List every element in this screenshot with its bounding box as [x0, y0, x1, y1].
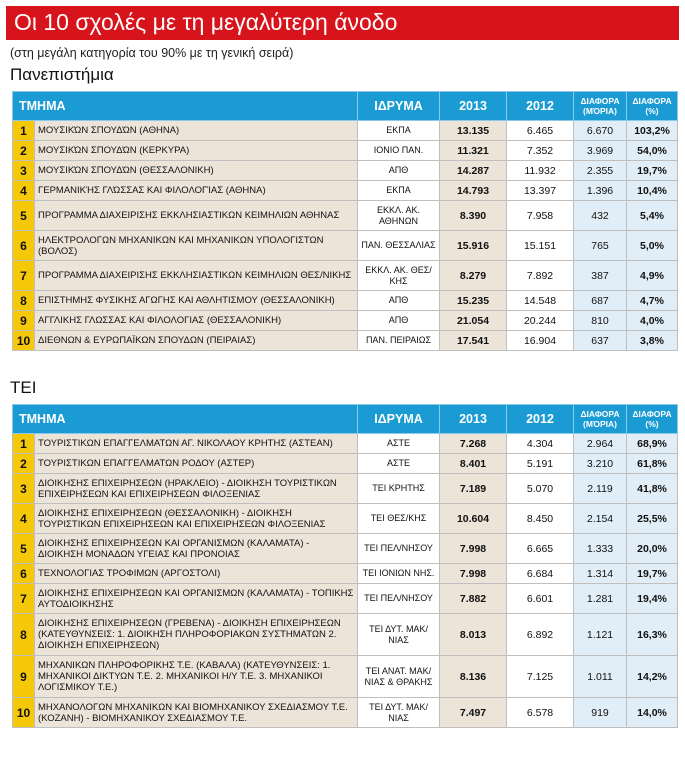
diff-points-cell: 765	[574, 231, 627, 261]
table-row	[13, 564, 678, 584]
score-2013-cell: 15.916	[440, 231, 507, 261]
section-label-tei: ΤΕΙ	[10, 378, 37, 397]
section-label-universities: Πανεπιστήμια	[10, 65, 114, 84]
universities-table	[12, 91, 678, 351]
header-diff-label: ΔΙΑΦΟΡΑ	[580, 409, 620, 419]
rank-cell: 4	[13, 181, 35, 201]
diff-percent-cell: 3,8%	[627, 331, 678, 351]
score-2013-cell: 17.541	[440, 331, 507, 351]
score-2012-cell: 7.958	[507, 201, 574, 231]
score-2013-cell: 8.279	[440, 261, 507, 291]
diff-percent-cell: 16,3%	[627, 614, 678, 656]
page-title: Οι 10 σχολές με τη μεγαλύτερη άνοδο	[14, 9, 398, 35]
header-diff-pct-unit: (%)	[645, 106, 659, 116]
diff-percent-cell: 5,4%	[627, 201, 678, 231]
rank-cell: 8	[13, 291, 35, 311]
rank-cell: 5	[13, 534, 35, 564]
department-cell: ΕΠΙΣΤΗΜΗΣ ΦΥΣΙΚΗΣ ΑΓΩΓΗΣ ΚΑΙ ΑΘΛΗΤΙΣΜΟΥ (ΘΕΣΣΑΛΟΝΙΚΗ)	[35, 291, 358, 311]
department-cell: ΤΕΧΝΟΛΟΓΙΑΣ ΤΡΟΦΙΜΩΝ (ΑΡΓΟΣΤΟΛΙ)	[35, 564, 358, 584]
institution-cell: ΤΕΙ ΔΥΤ. ΜΑΚ/ΝΙΑΣ	[358, 698, 440, 728]
department-cell: ΔΙΕΘΝΩΝ & ΕΥΡΩΠΑΪΚΩΝ ΣΠΟΥΔΩΝ (ΠΕΙΡΑΙΑΣ)	[35, 331, 358, 351]
table-row	[13, 261, 678, 291]
diff-percent-cell: 14,2%	[627, 656, 678, 698]
diff-points-cell: 919	[574, 698, 627, 728]
score-2013-cell: 8.390	[440, 201, 507, 231]
score-2013-cell: 8.013	[440, 614, 507, 656]
header-row	[13, 405, 678, 434]
diff-percent-cell: 4,9%	[627, 261, 678, 291]
diff-points-cell: 2.964	[574, 434, 627, 454]
header-dept: ΤΜΗΜΑ	[13, 405, 358, 434]
table-row	[13, 434, 678, 454]
diff-percent-cell: 10,4%	[627, 181, 678, 201]
score-2012-cell: 7.125	[507, 656, 574, 698]
diff-points-cell: 6.670	[574, 121, 627, 141]
score-2012-cell: 6.665	[507, 534, 574, 564]
table-header	[13, 405, 678, 434]
header-diff-unit: (ΜΌΡΙΑ)	[583, 419, 617, 429]
score-2012-cell: 5.191	[507, 454, 574, 474]
table-row	[13, 614, 678, 656]
department-cell: ΔΙΟΙΚΗΣΗΣ ΕΠΙΧΕΙΡΗΣΕΩΝ ΚΑΙ ΟΡΓΑΝΙΣΜΩΝ (ΚΑΛΑΜΑΤΑ) - ΔΙΟΙΚΗΣΗ ΜΟΝΑΔΩΝ ΥΓΕΙΑΣ ΚΑΙ ΠΡΟΝΟΙΑΣ	[35, 534, 358, 564]
score-2013-cell: 7.998	[440, 534, 507, 564]
score-2013-cell: 21.054	[440, 311, 507, 331]
diff-points-cell: 637	[574, 331, 627, 351]
header-dept: ΤΜΗΜΑ	[13, 92, 358, 121]
table-row	[13, 656, 678, 698]
institution-cell: ΙΟΝΙΟ ΠΑΝ.	[358, 141, 440, 161]
diff-points-cell: 810	[574, 311, 627, 331]
institution-cell: ΠΑΝ. ΘΕΣΣΑΛΙΑΣ	[358, 231, 440, 261]
department-cell: ΗΛΕΚΤΡΟΛΟΓΩΝ ΜΗΧΑΝΙΚΩΝ ΚΑΙ ΜΗΧΑΝΙΚΩΝ ΥΠΟΛΟΓΙΣΤΩΝ (ΒΟΛΟΣ)	[35, 231, 358, 261]
institution-cell: ΕΚΚΛ. ΑΚ. ΘΕΣ/ΚΗΣ	[358, 261, 440, 291]
rank-cell: 7	[13, 261, 35, 291]
department-cell: ΠΡΟΓΡΑΜΜΑ ΔΙΑΧΕΙΡΙΣΗΣ ΕΚΚΛΗΣΙΑΣΤΙΚΩΝ ΚΕΙΜΗΛΙΩΝ ΘΕΣ/ΝΙΚΗΣ	[35, 261, 358, 291]
rank-cell: 9	[13, 656, 35, 698]
institution-cell: ΑΠΘ	[358, 291, 440, 311]
diff-percent-cell: 61,8%	[627, 454, 678, 474]
institution-cell: ΑΠΘ	[358, 311, 440, 331]
rank-cell: 10	[13, 331, 35, 351]
rank-cell: 10	[13, 698, 35, 728]
score-2013-cell: 13.135	[440, 121, 507, 141]
rank-cell: 2	[13, 141, 35, 161]
diff-percent-cell: 14,0%	[627, 698, 678, 728]
department-cell: ΜΟΥΣΙΚΏΝ ΣΠΟΥΔΏΝ (ΘΕΣΣΑΛΟΝΙΚΗ)	[35, 161, 358, 181]
institution-cell: ΕΚΚΛ. ΑΚ. ΑΘΗΝΩΝ	[358, 201, 440, 231]
diff-percent-cell: 68,9%	[627, 434, 678, 454]
score-2012-cell: 6.684	[507, 564, 574, 584]
rank-cell: 3	[13, 474, 35, 504]
score-2012-cell: 15.151	[507, 231, 574, 261]
header-diff-pct-label: ΔΙΑΦΟΡΑ	[632, 96, 672, 106]
table-row	[13, 141, 678, 161]
score-2013-cell: 10.604	[440, 504, 507, 534]
department-cell: ΠΡΟΓΡΑΜΜΑ ΔΙΑΧΕΙΡΙΣΗΣ ΕΚΚΛΗΣΙΑΣΤΙΚΩΝ ΚΕΙΜΗΛΙΩΝ ΑΘΗΝΑΣ	[35, 201, 358, 231]
institution-cell: ΑΠΘ	[358, 161, 440, 181]
rank-cell: 1	[13, 434, 35, 454]
diff-points-cell: 432	[574, 201, 627, 231]
header-2012: 2012	[507, 92, 574, 121]
header-diff-unit: (ΜΌΡΙΑ)	[583, 106, 617, 116]
department-cell: ΔΙΟΙΚΗΣΗΣ ΕΠΙΧΕΙΡΗΣΕΩΝ ΚΑΙ ΟΡΓΑΝΙΣΜΩΝ (ΚΑΛΑΜΑΤΑ) - ΤΟΠΙΚΗΣ ΑΥΤΟΔΙΟΙΚΗΣΗΣ	[35, 584, 358, 614]
table-row	[13, 534, 678, 564]
department-cell: ΑΓΓΛΙΚΗΣ ΓΛΩΣΣΑΣ ΚΑΙ ΦΙΛΟΛΟΓΙΑΣ (ΘΕΣΣΑΛΟΝΙΚΗ)	[35, 311, 358, 331]
score-2013-cell: 7.189	[440, 474, 507, 504]
table-row	[13, 291, 678, 311]
score-2013-cell: 7.268	[440, 434, 507, 454]
diff-points-cell: 1.121	[574, 614, 627, 656]
table-row	[13, 584, 678, 614]
score-2012-cell: 6.465	[507, 121, 574, 141]
rank-cell: 6	[13, 231, 35, 261]
diff-percent-cell: 25,5%	[627, 504, 678, 534]
department-cell: ΤΟΥΡΙΣΤΙΚΩΝ ΕΠΑΓΓΕΛΜΑΤΩΝ ΡΟΔΟΥ (ΑΣΤΕΡ)	[35, 454, 358, 474]
header-institution: ΙΔΡΥΜΑ	[358, 405, 440, 434]
table-row	[13, 201, 678, 231]
department-cell: ΜΗΧΑΝΟΛΟΓΩΝ ΜΗΧΑΝΙΚΩΝ ΚΑΙ ΒΙΟΜΗΧΑΝΙΚΟΥ ΣΧΕΔΙΑΣΜΟΥ Τ.Ε. (ΚΟΖΑΝΗ) - ΒΙΟΜΗΧΑΝΙΚΟΥ ΣΧΕΔΙΑΣΜΟΥ Τ.Ε.	[35, 698, 358, 728]
score-2013-cell: 8.136	[440, 656, 507, 698]
institution-cell: ΤΕΙ ΠΕΛ/ΝΗΣΟΥ	[358, 534, 440, 564]
score-2013-cell: 8.401	[440, 454, 507, 474]
diff-points-cell: 2.154	[574, 504, 627, 534]
title-bar	[6, 6, 679, 40]
score-2012-cell: 4.304	[507, 434, 574, 454]
diff-points-cell: 2.355	[574, 161, 627, 181]
rank-cell: 9	[13, 311, 35, 331]
department-cell: ΔΙΟΙΚΗΣΗΣ ΕΠΙΧΕΙΡΗΣΕΩΝ (ΘΕΣΣΑΛΟΝΙΚΗ) - ΔΙΟΙΚΗΣΗ ΤΟΥΡΙΣΤΙΚΩΝ ΕΠΙΧΕΙΡΗΣΕΩΝ ΚΑΙ ΕΠΙΧΕΙΡΗΣΕΩΝ ΦΙΛΟΞΕΝΙΑΣ	[35, 504, 358, 534]
rank-cell: 3	[13, 161, 35, 181]
score-2013-cell: 14.793	[440, 181, 507, 201]
institution-cell: ΠΑΝ. ΠΕΙΡΑΙΩΣ	[358, 331, 440, 351]
score-2012-cell: 13.397	[507, 181, 574, 201]
diff-percent-cell: 4,7%	[627, 291, 678, 311]
header-2013: 2013	[440, 92, 507, 121]
table-body	[13, 434, 678, 728]
diff-percent-cell: 4,0%	[627, 311, 678, 331]
diff-points-cell: 1.314	[574, 564, 627, 584]
diff-points-cell: 1.396	[574, 181, 627, 201]
table-body	[13, 121, 678, 351]
diff-points-cell: 3.969	[574, 141, 627, 161]
table-row	[13, 121, 678, 141]
score-2013-cell: 11.321	[440, 141, 507, 161]
score-2012-cell: 6.601	[507, 584, 574, 614]
diff-percent-cell: 5,0%	[627, 231, 678, 261]
diff-percent-cell: 54,0%	[627, 141, 678, 161]
diff-percent-cell: 19,4%	[627, 584, 678, 614]
diff-points-cell: 1.281	[574, 584, 627, 614]
table-row	[13, 504, 678, 534]
diff-percent-cell: 19,7%	[627, 161, 678, 181]
institution-cell: ΤΕΙ ΠΕΛ/ΝΗΣΟΥ	[358, 584, 440, 614]
score-2012-cell: 7.892	[507, 261, 574, 291]
rank-cell: 1	[13, 121, 35, 141]
header-diff-pct	[627, 405, 678, 434]
tei-table	[12, 404, 678, 728]
header-row	[13, 92, 678, 121]
table-row	[13, 454, 678, 474]
institution-cell: ΤΕΙ ΙΟΝΙΩΝ ΝΗΣ.	[358, 564, 440, 584]
table-row	[13, 181, 678, 201]
score-2013-cell: 7.882	[440, 584, 507, 614]
department-cell: ΔΙΟΙΚΗΣΗΣ ΕΠΙΧΕΙΡΗΣΕΩΝ (ΓΡΕΒΕΝΑ) - ΔΙΟΙΚΗΣΗ ΕΠΙΧΕΙΡΗΣΕΩΝ (ΚΑΤΕΥΘΥΝΣΕΙΣ: 1. ΔΙΟΙΚΗΣΗ ΠΛΗΡΟΦΟΡΙΑΚΩΝ ΣΥΣΤΗΜΑΤΩΝ 2. ΔΙΟΙΚΗΣΗ ΕΠΙΧΕΙΡΗΣΕΩΝ)	[35, 614, 358, 656]
diff-points-cell: 2.119	[574, 474, 627, 504]
diff-points-cell: 1.011	[574, 656, 627, 698]
rank-cell: 8	[13, 614, 35, 656]
rank-cell: 6	[13, 564, 35, 584]
score-2012-cell: 5.070	[507, 474, 574, 504]
score-2012-cell: 7.352	[507, 141, 574, 161]
diff-percent-cell: 20,0%	[627, 534, 678, 564]
diff-percent-cell: 103,2%	[627, 121, 678, 141]
score-2012-cell: 16.904	[507, 331, 574, 351]
diff-percent-cell: 19,7%	[627, 564, 678, 584]
score-2012-cell: 20.244	[507, 311, 574, 331]
table-header	[13, 92, 678, 121]
score-2013-cell: 7.998	[440, 564, 507, 584]
score-2012-cell: 6.892	[507, 614, 574, 656]
institution-cell: ΤΕΙ ΘΕΣ/ΚΗΣ	[358, 504, 440, 534]
rank-cell: 4	[13, 504, 35, 534]
score-2013-cell: 7.497	[440, 698, 507, 728]
diff-points-cell: 1.333	[574, 534, 627, 564]
table-row	[13, 331, 678, 351]
diff-percent-cell: 41,8%	[627, 474, 678, 504]
header-diff-label: ΔΙΑΦΟΡΑ	[580, 96, 620, 106]
rank-cell: 7	[13, 584, 35, 614]
header-institution: ΙΔΡΥΜΑ	[358, 92, 440, 121]
rank-cell: 5	[13, 201, 35, 231]
institution-cell: ΤΕΙ ΚΡΗΤΗΣ	[358, 474, 440, 504]
header-diff-pct	[627, 92, 678, 121]
institution-cell: ΤΕΙ ΑΝΑΤ. ΜΑΚ/ ΝΙΑΣ & ΘΡΑΚΗΣ	[358, 656, 440, 698]
diff-points-cell: 687	[574, 291, 627, 311]
institution-cell: ΑΣΤΕ	[358, 454, 440, 474]
department-cell: ΜΟΥΣΙΚΏΝ ΣΠΟΥΔΏΝ (ΚΕΡΚΥΡΑ)	[35, 141, 358, 161]
institution-cell: ΕΚΠΑ	[358, 121, 440, 141]
header-diff-pct-unit: (%)	[645, 419, 659, 429]
header-2012: 2012	[507, 405, 574, 434]
department-cell: ΓΕΡΜΑΝΙΚΉΣ ΓΛΏΣΣΑΣ ΚΑΙ ΦΙΛΟΛΟΓΊΑΣ (ΑΘΗΝΑ)	[35, 181, 358, 201]
institution-cell: ΕΚΠΑ	[358, 181, 440, 201]
score-2012-cell: 14.548	[507, 291, 574, 311]
department-cell: ΤΟΥΡΙΣΤΙΚΩΝ ΕΠΑΓΓΕΛΜΑΤΩΝ ΑΓ. ΝΙΚΟΛΑΟΥ ΚΡΗΤΗΣ (ΑΣΤΕΑΝ)	[35, 434, 358, 454]
score-2012-cell: 8.450	[507, 504, 574, 534]
score-2012-cell: 6.578	[507, 698, 574, 728]
department-cell: ΔΙΟΙΚΗΣΗΣ ΕΠΙΧΕΙΡΗΣΕΩΝ (ΗΡΑΚΛΕΙΟ) - ΔΙΟΙΚΗΣΗ ΤΟΥΡΙΣΤΙΚΩΝ ΕΠΙΧΕΙΡΗΣΕΩΝ ΚΑΙ ΕΠΙΧΕΙΡΗΣΕΩΝ ΦΙΛΟΞΕΝΙΑΣ	[35, 474, 358, 504]
header-diff	[574, 92, 627, 121]
department-cell: ΜΟΥΣΙΚΏΝ ΣΠΟΥΔΏΝ (ΑΘΗΝΑ)	[35, 121, 358, 141]
table-row	[13, 161, 678, 181]
score-2013-cell: 14.287	[440, 161, 507, 181]
table-row	[13, 231, 678, 261]
diff-points-cell: 3.210	[574, 454, 627, 474]
score-2012-cell: 11.932	[507, 161, 574, 181]
score-2013-cell: 15.235	[440, 291, 507, 311]
diff-points-cell: 387	[574, 261, 627, 291]
header-2013: 2013	[440, 405, 507, 434]
department-cell: ΜΗΧΑΝΙΚΩΝ ΠΛΗΡΟΦΟΡΙΚΗΣ Τ.Ε. (ΚΑΒΑΛΑ) (ΚΑΤΕΥΘΥΝΣΕΙΣ: 1. ΜΗΧΑΝΙΚΟΙ ΔΙΚΤΥΩΝ Τ.Ε. 2. ΜΗΧΑΝΙΚΟΙ Η/Υ Τ.Ε. 3. ΜΗΧΑΝΙΚΟΙ ΛΟΓΙΣΜΙΚΟΥ Τ.Ε.)	[35, 656, 358, 698]
institution-cell: ΑΣΤΕ	[358, 434, 440, 454]
table-row	[13, 311, 678, 331]
table-row	[13, 698, 678, 728]
page-subtitle: (στη μεγάλη κατηγορία του 90% με τη γενική σειρά)	[10, 46, 294, 60]
rank-cell: 2	[13, 454, 35, 474]
table-row	[13, 474, 678, 504]
institution-cell: ΤΕΙ ΔΥΤ. ΜΑΚ/ΝΙΑΣ	[358, 614, 440, 656]
header-diff-pct-label: ΔΙΑΦΟΡΑ	[632, 409, 672, 419]
header-diff	[574, 405, 627, 434]
